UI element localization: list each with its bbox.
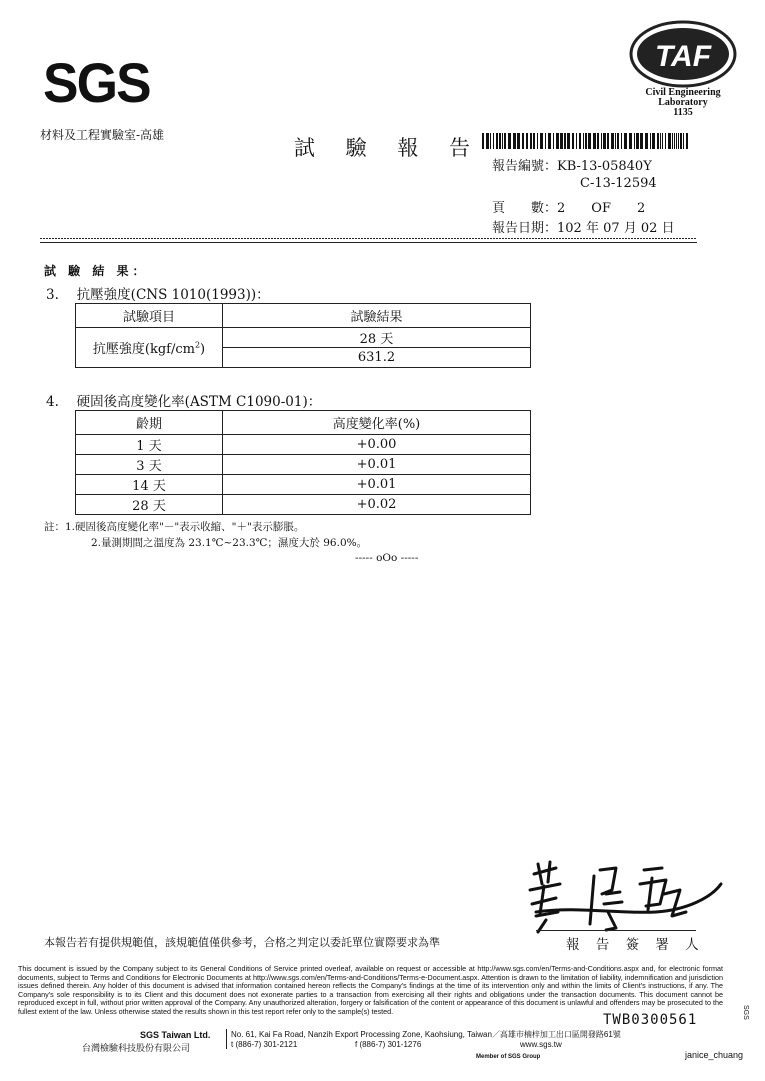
taf-mark: TAF bbox=[654, 40, 712, 73]
sgs-logo: SGS bbox=[43, 51, 150, 114]
row-change: +0.01 bbox=[223, 455, 531, 475]
company-address: No. 61, Kai Fa Road, Nanzih Export Processing Zone, Kaohsiung, Taiwan／高雄市楠梓加工出口區開發路61號 bbox=[226, 1029, 621, 1040]
row-age: 28 天 bbox=[76, 495, 223, 515]
row-age: 14 天 bbox=[76, 475, 223, 495]
table-row bbox=[76, 495, 531, 515]
taf-line3: 1135 bbox=[673, 107, 693, 118]
signature-line bbox=[536, 930, 696, 931]
company-name-zh: 台灣檢驗科技股份有限公司 bbox=[82, 1044, 191, 1054]
page-count-row bbox=[492, 197, 645, 216]
row-change: +0.02 bbox=[223, 495, 531, 515]
taf-line2: Laboratory bbox=[658, 97, 708, 108]
website: www.sgs.tw bbox=[520, 1040, 562, 1049]
col-age: 齡期 bbox=[76, 411, 223, 435]
row-age: 1 天 bbox=[76, 435, 223, 455]
row-age: 3 天 bbox=[76, 455, 223, 475]
section-3-title: 3. 抗壓強度(CNS 1010(1993))： bbox=[46, 287, 270, 303]
fax: f (886-7) 301-1276 bbox=[355, 1040, 422, 1049]
table-row bbox=[76, 435, 531, 455]
date-label: 報告日期： bbox=[492, 221, 558, 236]
serial-number: TWB0300561 bbox=[603, 1012, 698, 1028]
legal-disclaimer: This document is issued by the Company subject to its General Conditions of Service printed overleaf, available on request or accessible at http://www.sgs.com/en/Terms-and-Conditions.aspx and, for electronic format documents, subject to Terms and Conditions for Electronic Documents at http://www.sgs.com/en/Terms-and-Conditions/Terms-e-Document.aspx. Attention is drawn to the limitation of liability, indemnification and jurisdiction issues defined therein. Any holder of this document is advised that information contained hereon reflects the Company's findings at the time of its intervention only and within the limits of Client's instructions, if any. The Company's sole responsibility is to its Client and this document does not exonerate parties to a transaction from exercising all their rights and obligations under the transaction documents. This document cannot be reproduced except in full, without prior written approval of the Company. Any unauthorized alteration, forgery or falsification of the content or appearance of this document is unlawful and offenders may be prosecuted to the fullest extent of the law. Unless otherwise stated the results shown in this test report refer only to the sample(s) tested. bbox=[18, 964, 723, 1016]
row-change: +0.01 bbox=[223, 475, 531, 495]
test-item-suffix: ) bbox=[200, 342, 206, 357]
taf-line1: Civil Engineering bbox=[645, 87, 721, 98]
handler-name: janice_chuang bbox=[685, 1050, 744, 1060]
header-divider-dashes bbox=[40, 238, 697, 241]
page-value: 2 OF 2 bbox=[557, 201, 646, 216]
report-date-row bbox=[492, 217, 675, 236]
report-number-label: 報告編號： bbox=[492, 159, 558, 174]
col-test-item: 試驗項目 bbox=[76, 304, 223, 328]
lab-name: 材料及工程實驗室-高雄 bbox=[40, 128, 165, 142]
table-row bbox=[76, 475, 531, 495]
end-mark: ----- oOo ----- bbox=[355, 552, 419, 564]
page-label: 頁 數： bbox=[492, 201, 558, 216]
results-heading: 試 驗 結 果： bbox=[44, 264, 149, 278]
note-1: 註：1.硬固後高度變化率"－"表示收縮、"＋"表示膨脹。 bbox=[44, 521, 305, 533]
date-value: 102 年 07 月 02 日 bbox=[557, 221, 675, 236]
col-height-change: 高度變化率(%) bbox=[223, 411, 531, 435]
specification-note: 本報告若有提供規範值，該規範值僅供參考，合格之判定以委託單位實際要求為準 bbox=[44, 936, 440, 949]
test-item-sup: 2 bbox=[194, 340, 201, 350]
telephone: t (886-7) 301-2121 bbox=[226, 1040, 297, 1049]
test-item-cell bbox=[76, 328, 223, 368]
side-mark: SGS bbox=[742, 1005, 749, 1020]
table-row bbox=[76, 455, 531, 475]
compressive-strength-table bbox=[75, 303, 531, 368]
barcode bbox=[482, 133, 688, 149]
report-number-row bbox=[492, 155, 652, 174]
taf-accreditation-logo bbox=[628, 18, 738, 128]
report-number-2: C-13-12594 bbox=[580, 176, 657, 191]
report-number: KB-13-05840Y bbox=[557, 159, 652, 174]
note-2: 2.量測期間之溫度為 23.1℃~23.3℃；濕度大於 96.0%。 bbox=[91, 537, 368, 549]
document-title: 試 驗 報 告 bbox=[294, 136, 483, 160]
company-name-en: SGS Taiwan Ltd. bbox=[140, 1030, 211, 1040]
height-change-table bbox=[75, 410, 531, 515]
row-change: +0.00 bbox=[223, 435, 531, 455]
strength-value: 631.2 bbox=[223, 348, 531, 368]
handwritten-signature bbox=[516, 854, 726, 934]
col-test-result: 試驗結果 bbox=[223, 304, 531, 328]
member-mark: Member of SGS Group bbox=[476, 1054, 541, 1060]
age-cell: 28 天 bbox=[223, 328, 531, 348]
test-item-prefix: 抗壓強度(kgf/cm bbox=[92, 342, 195, 357]
signer-label: 報 告 簽 署 人 bbox=[566, 937, 705, 953]
section-4-title: 4. 硬固後高度變化率(ASTM C1090-01)： bbox=[46, 394, 322, 410]
